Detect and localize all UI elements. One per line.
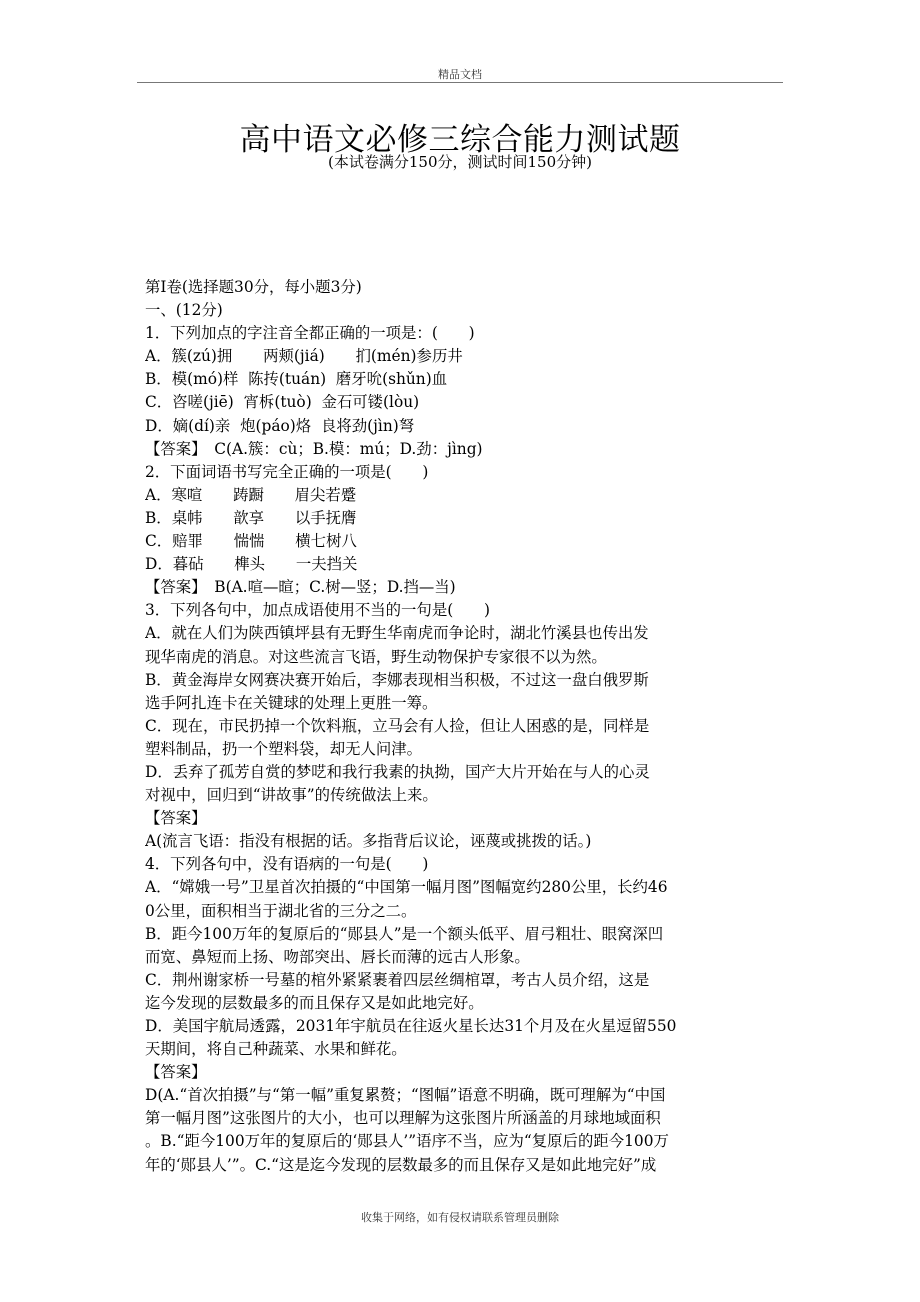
document-body <box>145 276 773 1177</box>
body-line: 而宽、鼻短而上扬、吻部突出、唇长而薄的远古人形象。 <box>145 947 530 966</box>
body-line: 【答案】 <box>145 1063 207 1082</box>
body-line: D．暮砧 榫头 一夫挡关 <box>145 555 358 574</box>
body-line: A．簇(zú)拥 两颊(jiá) 扪(mén)参历井 <box>145 347 463 366</box>
body-line: 迄今发现的层数最多的而且保存又是如此地完好。 <box>145 993 484 1012</box>
body-line: 一、(12分) <box>145 301 223 320</box>
document-subtitle: (本试卷满分150分，测试时间150分钟) <box>328 153 592 171</box>
body-line: 第Ⅰ卷(选择题30分，每小题3分) <box>145 278 362 296</box>
body-line: 年的‘郧县人’”。C.“这是迄今发现的层数最多的而且保存又是如此地完好”成 <box>145 1155 657 1174</box>
body-line: C．咨嗟(jiē) 宵柝(tuò) 金石可镂(lòu) <box>145 393 420 412</box>
body-line: 【答案】 C(A.簇：cù；B.模：mú；D.劲：jìng) <box>145 439 483 458</box>
body-line: A(流言飞语：指没有根据的话。多指背后议论，诬蔑或挑拨的话。) <box>145 832 592 851</box>
body-line: 2．下面词语书写完全正确的一项是( ) <box>145 462 429 481</box>
body-line: 0公里，面积相当于湖北省的三分之二。 <box>145 901 417 920</box>
body-line: 对视中，回归到“讲故事”的传统做法上来。 <box>145 786 438 805</box>
body-line: 3．下列各句中，加点成语使用不当的一句是( ) <box>145 601 491 620</box>
body-line: B．距今100万年的复原后的“郧县人”是一个额头低平、眉弓粗壮、眼窝深凹 <box>145 924 664 943</box>
body-line: A．寒喧 踌蹰 眉尖若蹙 <box>145 485 357 504</box>
page-footer: 收集于网络，如有侵权请联系管理员删除 <box>361 1211 559 1224</box>
body-line: D(A.“首次拍摄”与“第一幅”重复累赘；“图幅”语意不明确，既可理解为“中国 <box>145 1086 666 1105</box>
body-line: 【答案】 B(A.喧—暄；C.树—竖；D.挡—当) <box>145 578 456 597</box>
body-line: B．桌帏 歆享 以手抚膺 <box>145 508 357 527</box>
body-line: 选手阿扎连卡在关键球的处理上更胜一筹。 <box>145 693 438 712</box>
body-line: 塑料制品，扔一个塑料袋，却无人问津。 <box>145 739 423 758</box>
body-line: D．美国宇航局透露，2031年宇航员在往返火星长达31个月及在火星逗留550 <box>145 1017 677 1035</box>
body-line: A．就在人们为陕西镇坪县有无野生华南虎而争论时，湖北竹溪县也传出发 <box>145 624 649 643</box>
body-line: C．荆州谢家桥一号墓的棺外紧紧裹着四层丝绸棺罩，考古人员介绍，这是 <box>145 970 650 989</box>
body-line: 第一幅月图”这张图片的大小，也可以理解为这张图片所涵盖的月球地域面积 <box>145 1109 661 1128</box>
body-line: B．黄金海岸女网赛决赛开始后，李娜表现相当积极，不过这一盘白俄罗斯 <box>145 670 649 689</box>
body-line: B．模(mó)样 陈抟(tuán) 磨牙吮(shǔn)血 <box>145 370 448 389</box>
body-line: 天期间，将自己种蔬菜、水果和鲜花。 <box>145 1040 407 1059</box>
document-title: 高中语文必修三综合能力测试题 <box>239 122 681 158</box>
body-line: 现华南虎的消息。对这些流言飞语，野生动物保护专家很不以为然。 <box>145 647 607 666</box>
body-line: 【答案】 <box>145 809 207 828</box>
body-line: 4．下列各句中，没有语病的一句是( ) <box>145 855 429 874</box>
body-line: D．嫡(dí)亲 炮(páo)烙 良将劲(jìn)弩 <box>145 416 415 435</box>
body-line: 。B.“距今100万年的复原后的‘郧县人’”语序不当，应为“复原后的距今100万 <box>145 1132 669 1151</box>
body-line: C．赔罪 惴惴 横七树八 <box>145 532 357 551</box>
body-line: D．丢弃了孤芳自赏的梦呓和我行我素的执拗，国产大片开始在与人的心灵 <box>145 762 650 781</box>
body-line: 1．下列加点的字注音全都正确的一项是：( ) <box>145 324 475 343</box>
body-line: A．“嫦娥一号”卫星首次拍摄的“中国第一幅月图”图幅宽约280公里，长约46 <box>145 878 668 897</box>
body-line: C．现在，市民扔掉一个饮料瓶，立马会有人捡，但让人困惑的是，同样是 <box>145 716 650 735</box>
header-rule <box>137 82 783 83</box>
page-header: 精品文档 <box>438 68 482 81</box>
